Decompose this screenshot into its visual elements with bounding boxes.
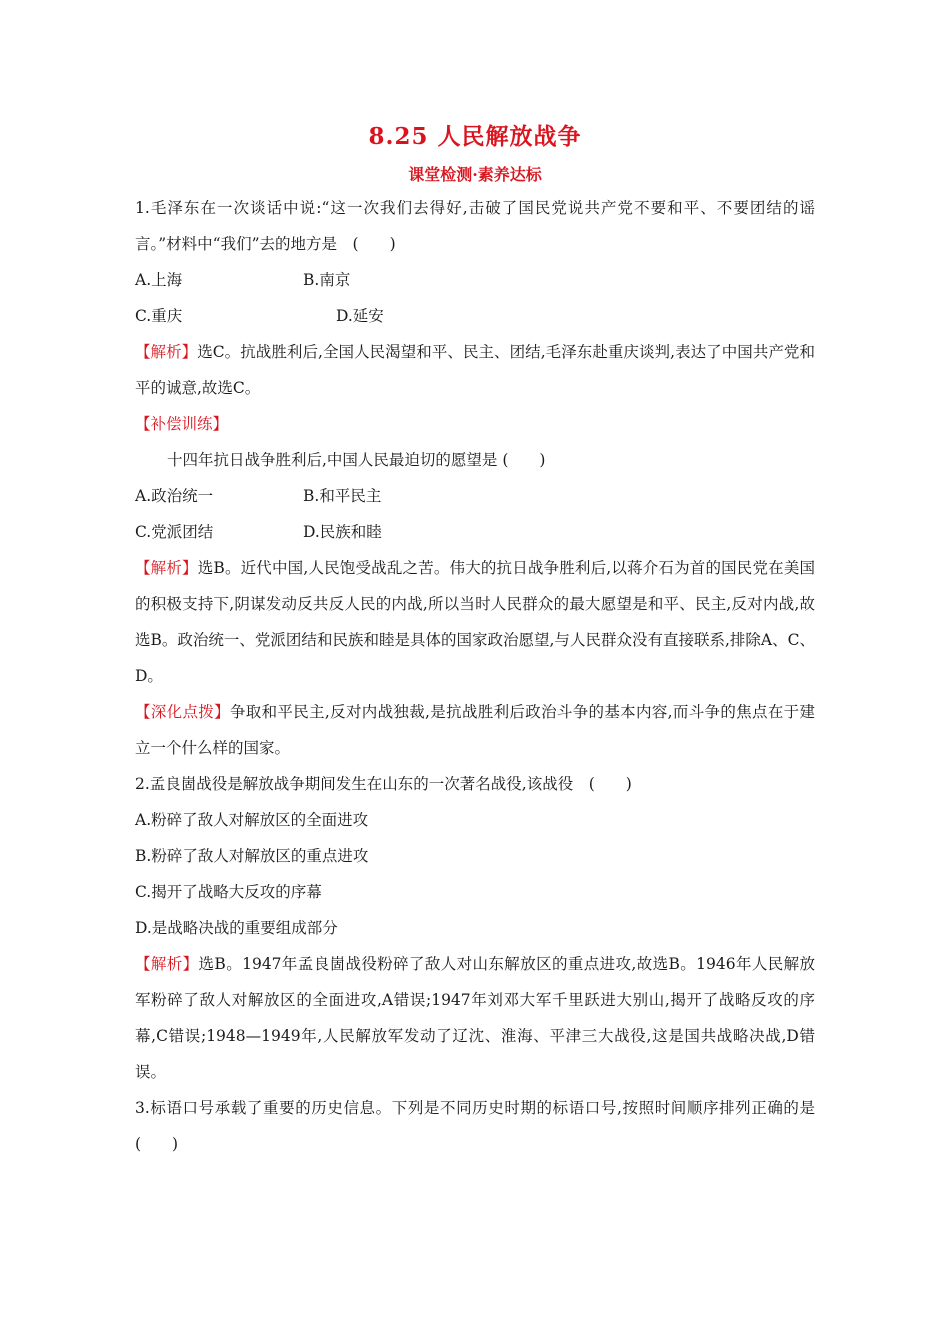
deepen-tag: 【深化点拨】 bbox=[135, 703, 230, 721]
deepen-note bbox=[135, 694, 815, 766]
document-title: 8.25 人民解放战争 bbox=[368, 123, 582, 150]
analysis-tag: 【解析】 bbox=[135, 559, 198, 577]
supplement-stem: 十四年抗日战争胜利后,中国人民最迫切的愿望是 ( ) bbox=[167, 451, 546, 469]
q3-stem: 3.标语口号承载了重要的历史信息。下列是不同历史时期的标语口号,按照时间顺序排列正确的是 ( ) bbox=[135, 1099, 831, 1153]
q1-analysis-text: 选C。抗战胜利后,全国人民渴望和平、民主、团结,毛泽东赴重庆谈判,表达了中国共产党和平的诚意,故选C。 bbox=[135, 343, 815, 397]
analysis-tag: 【解析】 bbox=[135, 955, 199, 973]
supplement-option-a: A.政治统一 bbox=[135, 487, 214, 505]
q1-option-d: D.延安 bbox=[336, 307, 384, 325]
supplement-option-b: B.和平民主 bbox=[303, 487, 382, 505]
q1-stem: 1.毛泽东在一次谈话中说:“这一次我们去得好,击破了国民党说共产党不要和平、不要团结的谣言。”材料中“我们”去的地方是 ( ) bbox=[135, 199, 815, 253]
supplement-option-d: D.民族和睦 bbox=[303, 523, 382, 541]
document-subtitle: 课堂检测·素养达标 bbox=[408, 165, 542, 184]
supplement-options-row-2 bbox=[135, 514, 815, 550]
supplement-option-c: C.党派团结 bbox=[135, 523, 214, 541]
q1-options-row-1 bbox=[135, 262, 815, 298]
q1-options-row-2 bbox=[135, 298, 815, 334]
supplement-heading bbox=[135, 406, 815, 442]
q1-option-c: C.重庆 bbox=[135, 307, 183, 325]
document-body bbox=[135, 190, 831, 1162]
q1-option-a: A.上海 bbox=[135, 271, 183, 289]
q2-stem: 2.孟良崮战役是解放战争期间发生在山东的一次著名战役,该战役 ( ) bbox=[135, 775, 632, 793]
supplement-analysis bbox=[135, 550, 815, 694]
supplement-options-row-1 bbox=[135, 478, 815, 514]
q1-analysis bbox=[135, 334, 815, 406]
q2-option-d: D.是战略决战的重要组成部分 bbox=[135, 919, 338, 937]
analysis-tag: 【解析】 bbox=[135, 343, 198, 361]
q2-option-c: C.揭开了战略大反攻的序幕 bbox=[135, 883, 322, 901]
q1-option-b: B.南京 bbox=[303, 271, 351, 289]
supplement-analysis-text: 选B。近代中国,人民饱受战乱之苦。伟大的抗日战争胜利后,以蒋介石为首的国民党在美国的积极支持下,阴谋发动反共反人民的内战,所以当时人民群众的最大愿望是和平、民主,反对内战,故选B。政治统一、党派团结和民族和睦是具体的国家政治愿望,与人民群众没有直接联系,排除A、C、D。 bbox=[135, 559, 815, 685]
supplement-tag: 【补偿训练】 bbox=[135, 415, 229, 433]
q2-analysis-text: 选B。1947年孟良崮战役粉碎了敌人对山东解放区的重点进攻,故选B。1946年人民解放军粉碎了敌人对解放区的全面进攻,A错误;1947年刘邓大军千里跃进大别山,揭开了战略反攻的序幕,C错误;1948—1949年,人民解放军发动了辽沈、淮海、平津三大战役,这是国共战略决战,D错误。 bbox=[135, 955, 815, 1081]
q2-option-b: B.粉碎了敌人对解放区的重点进攻 bbox=[135, 847, 369, 865]
q2-analysis bbox=[135, 946, 815, 1090]
deepen-text: 争取和平民主,反对内战独裁,是抗战胜利后政治斗争的基本内容,而斗争的焦点在于建立一个什么样的国家。 bbox=[135, 703, 815, 757]
q2-option-a: A.粉碎了敌人对解放区的全面进攻 bbox=[135, 811, 369, 829]
